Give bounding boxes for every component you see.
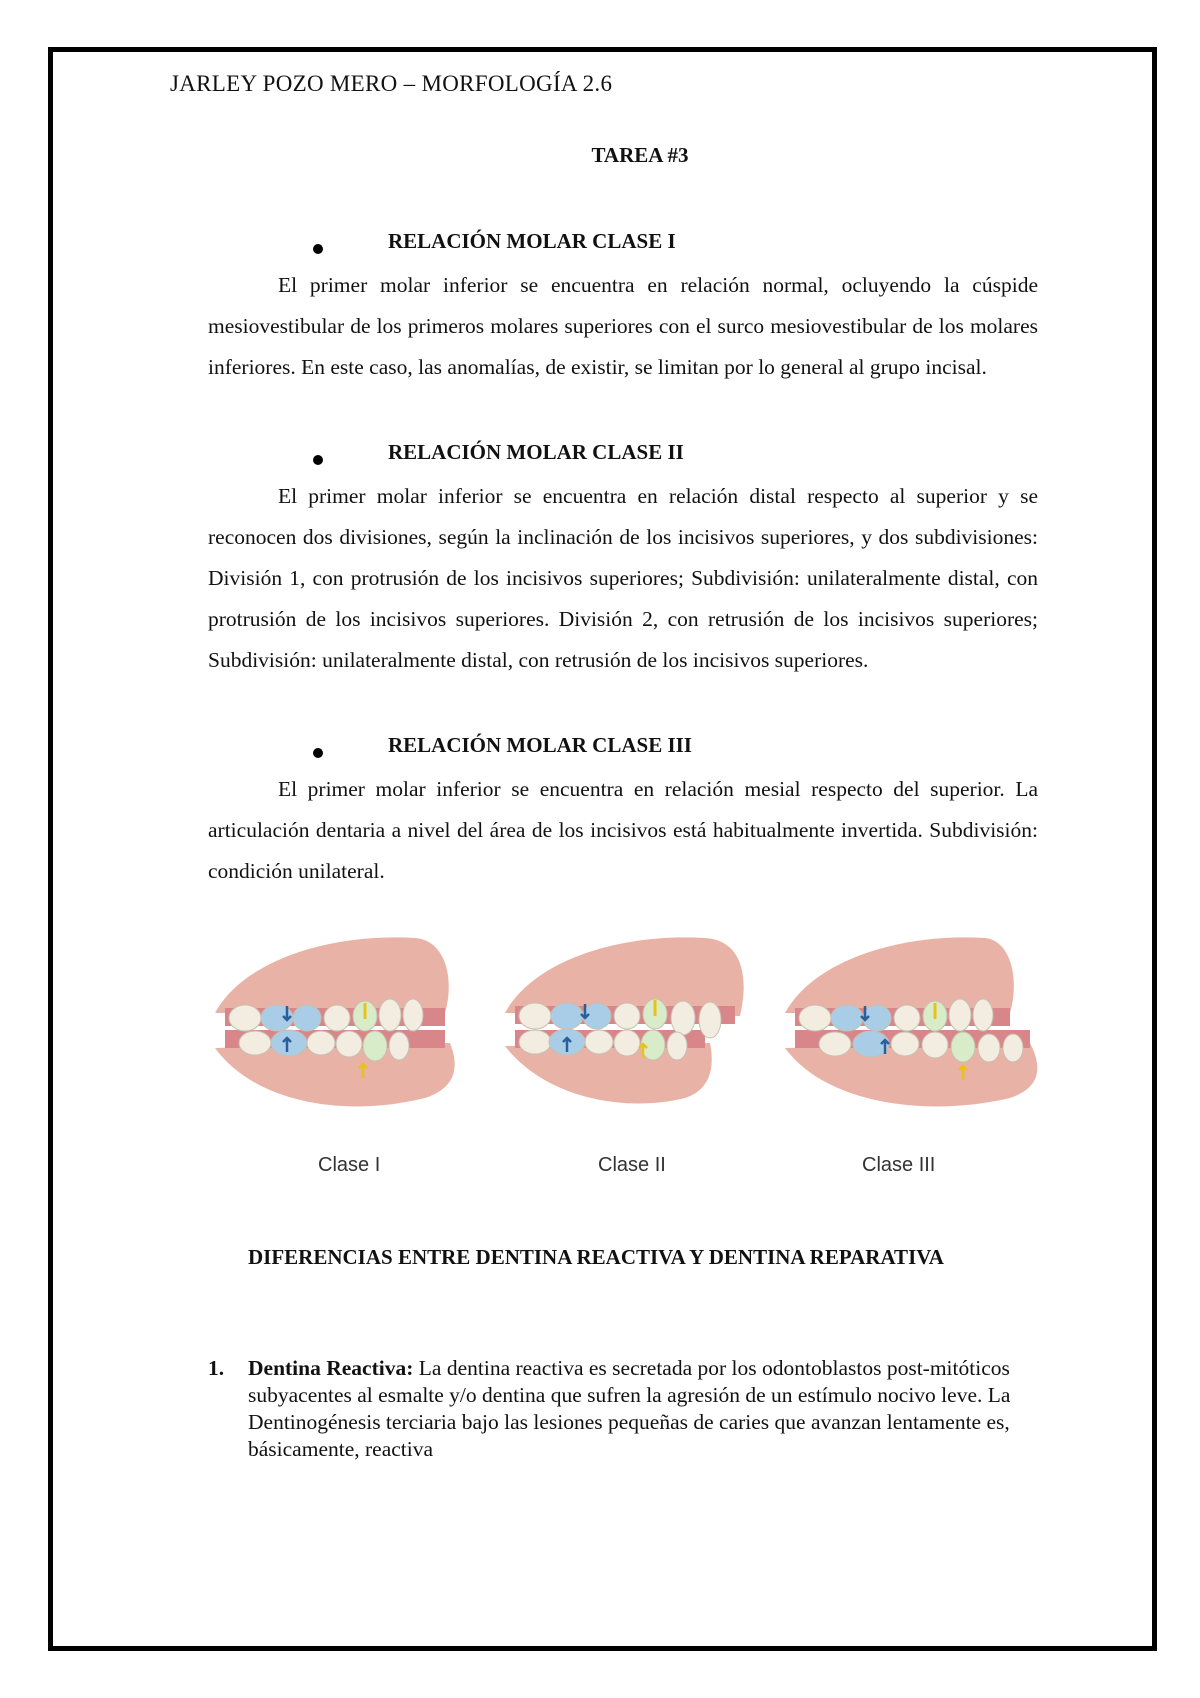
list-item-term: Dentina Reactiva: — [248, 1356, 414, 1380]
figure-caption-clase-2: Clase II — [598, 1154, 666, 1176]
list-item-number: 1. — [208, 1356, 225, 1380]
clase-2-illustration — [505, 937, 744, 1103]
section-text-clase-1: El primer molar inferior se encuentra en relación normal, ocluyendo la cúspide mesiovestibular de los primeros molares superiores con el surco mesiovestibular de los molares inferiores. En este caso, las anomalías, de existir, se limitan por lo general al grupo incisal. — [208, 273, 1038, 379]
section-text-clase-3: El primer molar inferior se encuentra en relación mesial respecto del superior. La articulación dentaria a nivel del área de los incisivos está habitualmente invertida. Subdivisión: condición unilateral. — [208, 777, 1038, 883]
bullet-icon — [313, 455, 323, 465]
clase-3-illustration — [785, 937, 1037, 1106]
figure-caption-clase-1: Clase I — [318, 1154, 381, 1176]
figure-caption-clase-3: Clase III — [862, 1154, 936, 1176]
header-author-course: JARLEY POZO MERO – MORFOLOGÍA 2.6 — [170, 71, 613, 96]
molar-classes-illustration — [215, 918, 1045, 1148]
page-title: TAREA #3 — [591, 143, 689, 167]
list-item-text: La dentina reactiva es secretada por los odontoblastos post-mitóticos subyacentes al esmalte y/o dentina que sufren la agresión de un estímulo nocivo leve. La Dentinogénesis terciaria bajo las lesiones pequeñas de caries que avanzan lentamente es, básicamente, reactiva — [248, 1356, 1011, 1461]
bullet-icon — [313, 748, 323, 758]
differences-title: DIFERENCIAS ENTRE DENTINA REACTIVA Y DENTINA REPARATIVA — [248, 1245, 944, 1269]
list-item-body — [248, 1355, 1038, 1463]
bullet-icon — [313, 244, 323, 254]
section-heading-clase-2: RELACIÓN MOLAR CLASE II — [388, 440, 684, 464]
molar-classes-figure — [215, 918, 1045, 1188]
section-text-clase-2: El primer molar inferior se encuentra en relación distal respecto al superior y se reconocen dos divisiones, según la inclinación de los incisivos superiores, y dos subdivisiones: División 1, con protrusión de los incisivos superiores; Subdivisión: unilateralmente distal, con protrusión de los incisivos superiores. División 2, con retrusión de los incisivos superiores; Subdivisión: unilateralmente distal, con retrusión de los incisivos superiores. — [208, 484, 1038, 672]
section-heading-clase-1: RELACIÓN MOLAR CLASE I — [388, 229, 676, 253]
section-heading-clase-3: RELACIÓN MOLAR CLASE III — [388, 733, 692, 757]
clase-1-illustration — [215, 937, 455, 1106]
